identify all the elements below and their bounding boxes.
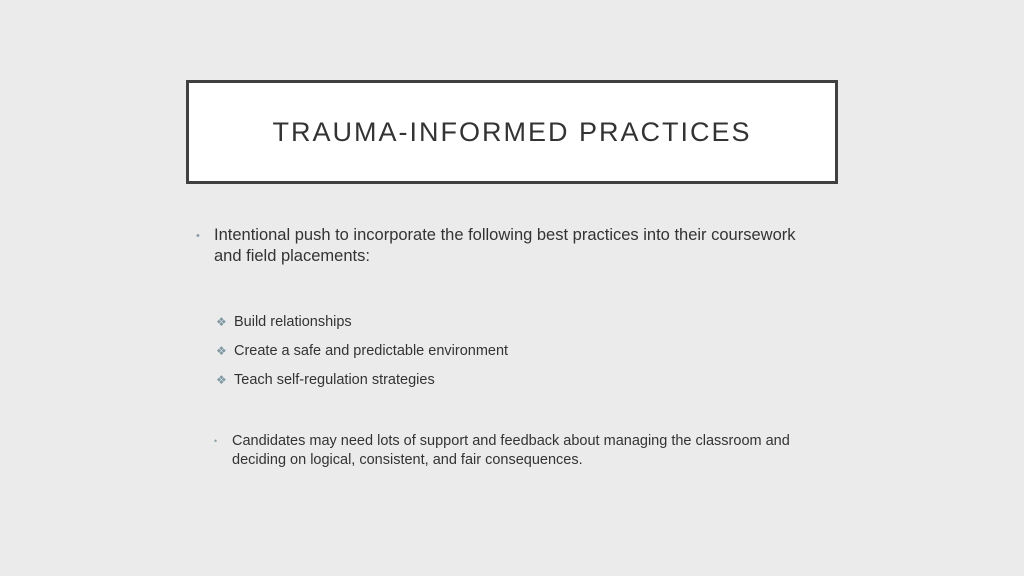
main-bullet xyxy=(196,225,816,267)
diamond-bullet-icon: ❖ xyxy=(216,314,227,329)
note-text: Candidates may need lots of support and feedback about managing the classroom and deciding on logical, consistent, and fair consequences. xyxy=(232,433,790,468)
practice-text: Build relationships xyxy=(234,313,352,330)
practice-text: Create a safe and predictable environment xyxy=(234,342,509,359)
bullet-dot-icon: • xyxy=(214,436,218,446)
practice-text: Teach self-regulation strategies xyxy=(234,371,435,388)
note-bullet xyxy=(214,432,816,470)
list-item xyxy=(216,307,816,336)
list-item xyxy=(216,365,816,394)
diamond-bullet-icon: ❖ xyxy=(216,343,227,358)
practices-list xyxy=(216,307,816,394)
list-item xyxy=(216,336,816,365)
slide-title: TRAUMA-INFORMED PRACTICES xyxy=(272,116,752,147)
main-bullet-text: Intentional push to incorporate the following best practices into their coursework and field placements: xyxy=(214,226,796,265)
bullet-dot-icon: • xyxy=(196,230,200,242)
diamond-bullet-icon: ❖ xyxy=(216,372,227,387)
title-box xyxy=(186,80,838,184)
slide-content xyxy=(196,225,816,470)
